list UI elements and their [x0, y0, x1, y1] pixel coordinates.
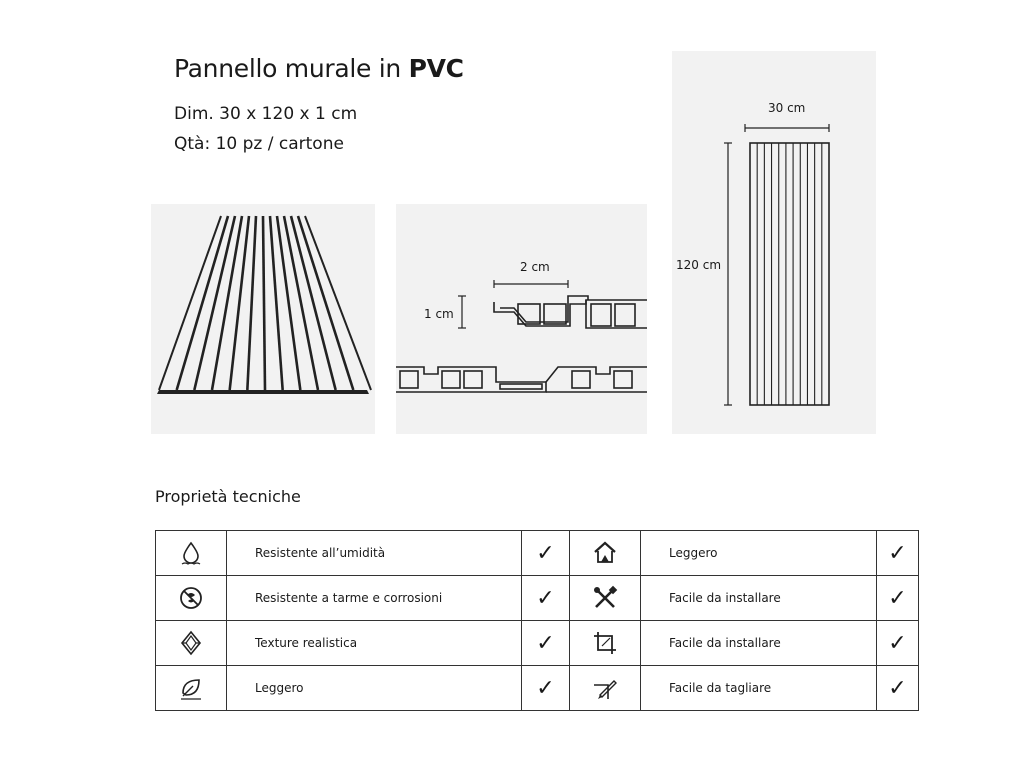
slat-line	[212, 216, 242, 390]
slat-line	[247, 216, 256, 390]
slat-line	[177, 216, 228, 390]
property-label: Leggero	[641, 531, 877, 576]
panel-base-edge	[157, 390, 369, 394]
slat-line	[230, 216, 249, 390]
property-label: Resistente all’umidità	[227, 531, 522, 576]
tools-icon	[592, 591, 618, 605]
check-mark-icon: ✓	[522, 666, 570, 711]
slat-line	[305, 216, 371, 390]
water-drop-icon	[178, 546, 204, 560]
property-label: Texture realistica	[227, 621, 522, 666]
profile-section-image	[396, 204, 647, 434]
profile-width-label: 2 cm	[520, 260, 550, 274]
crop-icon	[592, 636, 618, 650]
property-label: Facile da installare	[641, 576, 877, 621]
profile-height-label: 1 cm	[424, 307, 454, 321]
title-prefix: Pannello murale in	[174, 54, 409, 83]
perspective-panel-image	[151, 204, 375, 434]
property-label: Resistente a tarme e corrosioni	[227, 576, 522, 621]
slat-line	[194, 216, 235, 390]
front-height-label: 120 cm	[676, 258, 722, 272]
property-label: Facile da tagliare	[641, 666, 877, 711]
front-view-image	[672, 51, 876, 434]
check-mark-icon: ✓	[877, 576, 919, 621]
page-title	[174, 54, 464, 83]
property-label: Facile da installare	[641, 621, 877, 666]
properties-row	[156, 576, 919, 621]
dimensions-text: Dim. 30 x 120 x 1 cm	[174, 104, 358, 124]
title-bold: PVC	[408, 54, 464, 83]
check-mark-icon: ✓	[877, 531, 919, 576]
front-width-label: 30 cm	[768, 101, 806, 115]
slat-line	[263, 216, 265, 390]
properties-row	[156, 666, 919, 711]
texture-diamond-icon	[178, 636, 204, 650]
house-icon	[592, 546, 618, 560]
cut-icon	[592, 681, 618, 695]
check-mark-icon: ✓	[522, 531, 570, 576]
leaf-icon	[178, 681, 204, 695]
section-title: Proprietà tecniche	[155, 487, 301, 506]
properties-row	[156, 531, 919, 576]
no-moth-icon	[178, 591, 204, 605]
check-mark-icon: ✓	[522, 576, 570, 621]
slat-line	[298, 216, 353, 390]
quantity-text: Qtà: 10 pz / cartone	[174, 134, 344, 154]
check-mark-icon: ✓	[877, 666, 919, 711]
properties-row	[156, 621, 919, 666]
slat-line	[159, 216, 221, 390]
properties-table	[155, 530, 919, 711]
check-mark-icon: ✓	[522, 621, 570, 666]
check-mark-icon: ✓	[877, 621, 919, 666]
property-label: Leggero	[227, 666, 522, 711]
